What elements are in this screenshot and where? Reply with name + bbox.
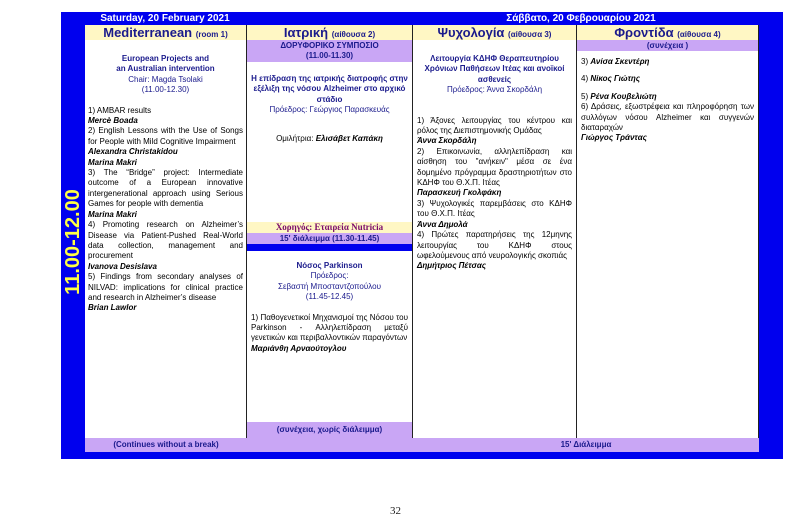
- continues-without-break: (Continues without a break): [113, 440, 219, 449]
- parkinson-session-title: Νόσος Parkinson: [296, 261, 363, 270]
- session-medical: [247, 40, 413, 438]
- time-slot-label: 11.00-12.00: [62, 189, 84, 295]
- continues-label: (συνέχεια, χωρίς διάλειμμα): [247, 422, 412, 438]
- session-care: [577, 40, 759, 438]
- room-header-row: [85, 25, 759, 40]
- symposium-label: ΔΟΡΥΦΟΡΙΚΟ ΣΥΜΠΟΣΙΟ: [280, 41, 379, 50]
- talk-speaker: Παρασκευή Γκολφάκη: [417, 188, 502, 198]
- talk-title: 4) Πρώτες παρατηρήσεις της 12μηνης λειτουργίας του ΚΔΗΦ στους ωφελούμενους από νευρολογικής σκοπιάς: [417, 230, 572, 260]
- satellite-symposium-header: [247, 40, 412, 62]
- talk-speaker: Brian Lawlor: [88, 303, 137, 313]
- talk-speaker: Ρένα Κουβελιώτη: [590, 91, 657, 101]
- talk-number: 5): [581, 91, 589, 101]
- talk-title: 3) The “Bridge” project: Intermediate outcome of a European innovative intergenerational approach using Serious Games for people with dementia: [88, 168, 243, 209]
- session-chair: Πρόεδρος: Άννα Σκορδάλη: [446, 85, 543, 95]
- time-sidebar: [61, 12, 85, 459]
- talk-title: 5) Findings from secondary analyses of NILVAD: implications for clinical practice and research in Alzheimer’s disease: [88, 272, 243, 302]
- talk-speaker: Marina Makri: [88, 209, 137, 219]
- talk-speaker-line: [581, 74, 754, 84]
- room-header-3: Ψυχολογία (αίθουσα 3): [413, 25, 577, 40]
- continues-label: (συνέχεια ): [577, 40, 758, 51]
- talk-title: 2) Επικοινωνία, αλληλεπίδραση και αίσθηση του "ανήκειν" μέσα σε ένα δομημένο πρόγραμμα δραστηριοτήτων στο ΚΔΗΦ του Θ.Χ.Π. Ιτέας: [417, 146, 572, 188]
- parkinson-time: (11.45-12.45): [305, 292, 354, 302]
- talk-title: 1) AMBAR results: [88, 105, 152, 115]
- talk-speaker: Νίκος Γιώτης: [590, 74, 640, 84]
- session-psychology: [413, 40, 577, 438]
- session-title-line1: European Projects and: [121, 54, 210, 63]
- date-greek: Σάββατο, 20 Φεβρουαρίου 2021: [506, 13, 656, 24]
- talk-speaker: Δημήτριος Πέτσας: [417, 261, 487, 271]
- symposium-chair: Πρόεδρος: Γεώργιος Παρασκευάς: [269, 105, 390, 115]
- talk-title: 3) Ψυχολογικές παρεμβάσεις στο ΚΔΗΦ του Θ.Χ.Π. Ιτέας: [417, 198, 572, 219]
- session-chair: Chair: Magda Tsolaki: [128, 74, 203, 84]
- talk-title: 6) Δράσεις, εξωστρέφεια και πληροφόρηση των συλλόγων νόσου Alzheimer και συγγενών διαταραχών: [581, 102, 754, 133]
- bottom-break-bar: [85, 438, 759, 452]
- session-mediterranean: [85, 40, 247, 438]
- session-title-line2: an Australian intervention: [116, 64, 215, 74]
- talk-speaker: Alexandra Christakidou: [88, 147, 178, 157]
- talk-title: 2) English Lessons with the Use of Songs for People with Mild Cognitive Impairment: [88, 126, 243, 146]
- talk-title: 1) Άξονες λειτουργίας του κέντρου και ρόλος της Διεπιστημονικής Ομάδας: [417, 115, 572, 136]
- schedule-table: [61, 12, 783, 459]
- talk-number: 4): [581, 74, 589, 84]
- divider: [247, 244, 412, 251]
- symposium-time: (11.00-11.30): [305, 51, 354, 60]
- symposium-speaker: Ελισάβετ Καπάκη: [315, 133, 383, 143]
- talk-speaker-line: [581, 92, 754, 102]
- talk-speaker: Mercè Boada: [88, 116, 138, 126]
- talk-speaker: Marina Makri: [88, 157, 137, 167]
- page-number: 32: [390, 505, 401, 517]
- talk-number: 3): [581, 57, 589, 66]
- room-header-4: Φροντίδα (αίθουσα 4): [577, 25, 759, 40]
- symposium-speaker-line: [251, 134, 408, 144]
- speaker-label: Ομιλήτρια:: [276, 133, 314, 143]
- session-title: Λειτουργία ΚΔΗΦ Θεραπευτηρίου Χρόνιων Παθήσεων Ιτέας και ανοϊκοί ασθενείς: [424, 54, 565, 84]
- talk-speaker: Άννα Σκορδάλη: [417, 136, 477, 146]
- parkinson-chair-label: Πρόεδρος:: [310, 271, 349, 281]
- talk-title: 1) Παθογενετικοί Μηχανισμοί της Νόσου του Parkinson - Αλληλεπίδραση μεταξύ γενετικών και περιβαλλοντικών παραγόντων: [251, 312, 408, 343]
- talk-speaker-line: [581, 57, 754, 67]
- talk-title: 4) Promoting research on Alzheimer’s Disease via Patient-Pushed Real-World data collection, management and procurement: [88, 220, 243, 261]
- talk-speaker: Γιώργος Τράντας: [581, 133, 647, 143]
- date-english: Saturday, 20 February 2021: [100, 13, 230, 24]
- break-label: 15' διάλειμμα (11.30-11.45): [247, 233, 412, 244]
- symposium-talk-title: Η επίδραση της ιατρικής διατροφής στην εξέλιξη της νόσου Alzheimer στο αρχικό στάδιο: [251, 74, 408, 104]
- sponsor-label: Χορηγός: Εταιρεία Nutricia: [247, 222, 412, 233]
- session-time: (11.00-12.30): [141, 85, 190, 95]
- talk-speaker: Μαριάνθη Αρναούτογλου: [251, 343, 347, 353]
- break-15min: 15' Διάλειμμα: [560, 440, 612, 449]
- parkinson-chair: Σεβαστή Μποσταντζοπούλου: [278, 281, 381, 291]
- talk-speaker: Ivanova Desislava: [88, 261, 157, 271]
- room-header-2: Ιατρική (αίθουσα 2): [247, 25, 413, 40]
- talk-speaker: Ανίσα Σκεντέρη: [590, 57, 650, 66]
- room-header-1: Mediterranean (room 1): [85, 25, 247, 40]
- talk-speaker: Άννα Δημολά: [417, 219, 468, 229]
